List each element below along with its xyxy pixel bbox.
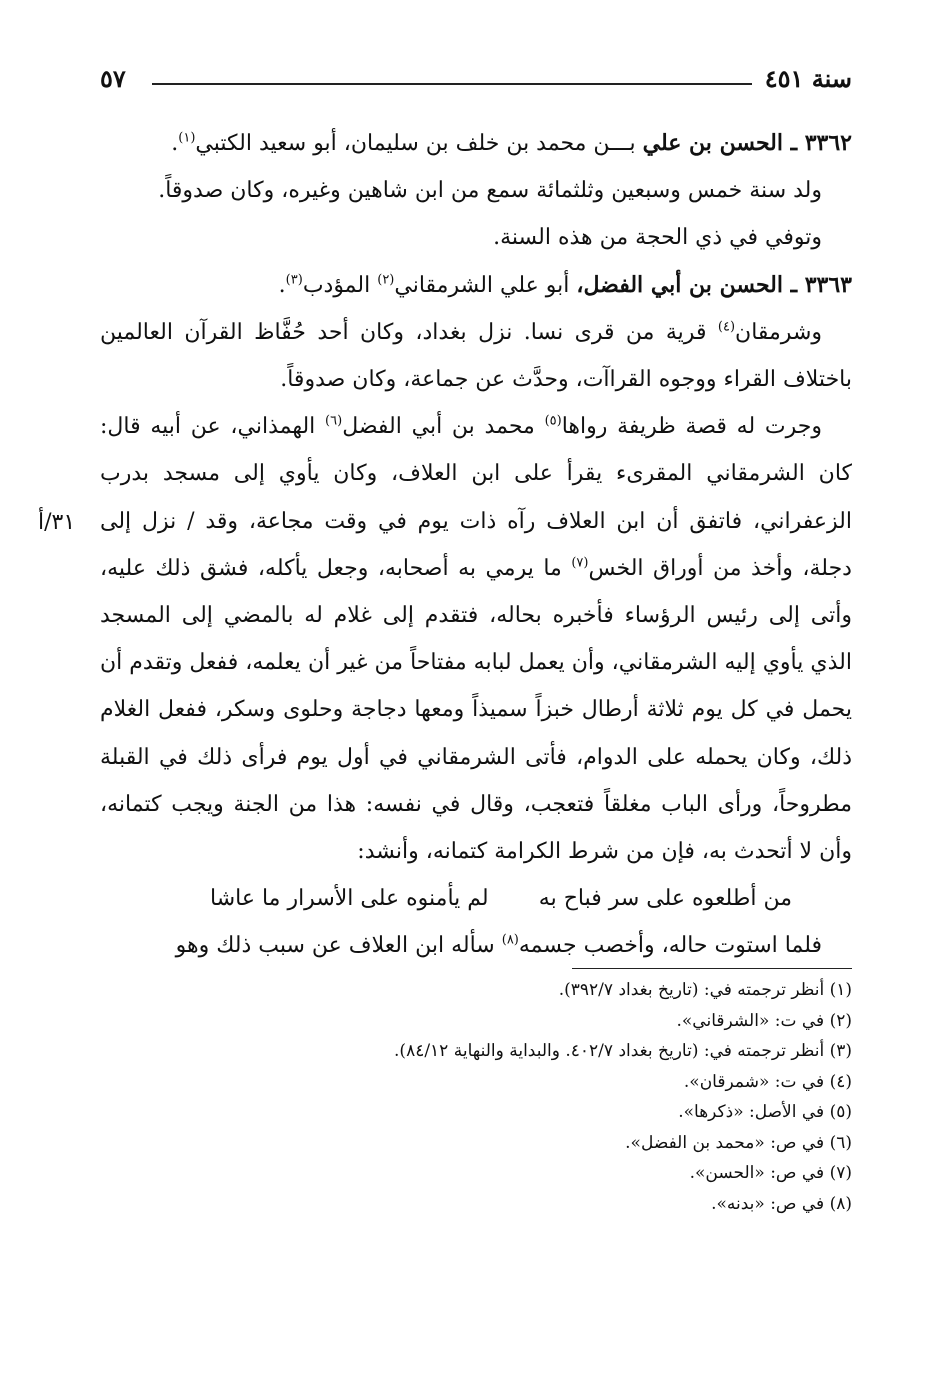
entry-heading-rest: بـــن محمد بن خلف بن سليمان، أبو سعيد الكتبي [195, 131, 636, 156]
footnote-ref-2: (٢) [377, 272, 395, 288]
entry-number-name: ٣٣٦٣ ـ الحسن بن أبي الفضل، [576, 271, 852, 298]
paragraph [100, 922, 852, 969]
entry-heading-rest: أبو علي الشرمقاني [394, 272, 570, 298]
footnote: (٦) في ص: «محمد بن الفضل». [625, 1132, 852, 1153]
verse-line [100, 875, 852, 922]
footnote-ref-7: (٧) [571, 555, 589, 571]
page-number: ٥٧ [100, 64, 126, 93]
footnote-ref-3: (٣) [285, 272, 303, 288]
margin-folio-note: ٣١/أ [38, 510, 76, 535]
footnote: (٨) في ص: «بدنه». [711, 1193, 852, 1214]
footnote-separator [572, 968, 852, 969]
footnote: (٧) في ص: «الحسن». [689, 1163, 852, 1183]
heading-end: . [171, 131, 179, 156]
verse-second-hemistich: لم يأمنوه على الأسرار ما عاشا [210, 886, 489, 912]
text-run: وشرمقان [735, 319, 822, 345]
header-year: سنة ٤٥١ [764, 64, 852, 93]
footnote: (٢) في ت: «الشرقاني». [676, 1010, 852, 1031]
paragraph: وتوفي في ذي الحجة من هذه السنة. [493, 225, 822, 251]
footnotes [100, 975, 852, 1219]
footnote: (١) أنظر ترجمته في: (تاريخ بغداد ٣٩٢/٧). [558, 980, 852, 1000]
text-run: ما يرمي به أصحابه، وجعل يأكله، فشق ذلك عليه، وأتى إلى رئيس الرؤساء فأخبره بحاله، فتقدم إلى غلام له بالمضي إلى المسجد الذي يأوي إليه الشرمقاني، وأن يعمل لبابه مفتاحاً من غير أن يعلمه، ففعل وتقدم أن يحمل في كل يوم ثلاثة أرطال خبزاً سميذاً ومعها دجاجة وحلوى وسكر، ففعل الغلام ذلك، وكان يحمله على الدوام، فأتى الشرمقاني في أول يوم فرأى ذلك في القبلة مطروحاً، ورأى الباب مغلقاً فتعجب، وقال في نفسه: هذا من الجنة ويجب كتمانه، وأن لا أتحدث به، فإن من شرط الكرامة كتمانه، وأنشد: [100, 555, 852, 865]
paragraph: ولد سنة خمس وسبعين وثلثمائة سمع من ابن شاهين وغيره، وكان صدوقاً. [158, 178, 822, 204]
header-rule [152, 83, 752, 85]
footnote: (٥) في الأصل: «ذكرها». [678, 1102, 852, 1122]
text-run: محمد بن أبي الفضل [342, 414, 535, 440]
text-run: قرية من قرى نسا. نزل بغداد، وكان أحد حُفَّاظ القرآن العالمين باختلاف القراء ووجوه القراآت، وحدَّث عن جماعة، وكان صدوقاً. [100, 319, 852, 393]
text-run: وجرت له قصة ظريفة رواها [561, 414, 823, 440]
footnote-ref-1: (١) [178, 130, 196, 146]
verse-first-hemistich: من أطلعوه على سر فباح به [538, 886, 792, 912]
text-run: سأله ابن العلاف عن سبب ذلك وهو [175, 933, 495, 959]
entry-heading-3363 [100, 262, 852, 309]
paragraph [100, 403, 852, 875]
footnote-ref-6: (٦) [325, 413, 343, 429]
footnote: (٣) أنظر ترجمته في: (تاريخ بغداد ٤٠٢/٧. والبداية والنهاية ٨٤/١٢). [394, 1041, 852, 1061]
entry-heading-3362 [100, 120, 852, 167]
footnote: (٤) في ت: «شمرقان». [683, 1071, 852, 1092]
footnote-ref-5: (٥) [544, 413, 562, 429]
main-text [100, 120, 852, 970]
text-run: الهمذاني، عن أبيه قال: كان الشرمقاني المقرىء يقرأ على ابن العلاف، وكان يأوي إلى مسجد بدرب الزعفراني، فاتفق أن ابن العلاف رآه ذات يوم في وقت مجاعة، وقد / نزل إلى دجلة، وأخذ من أوراق الخس [100, 414, 852, 581]
entry-number-name: ٣٣٦٢ ـ الحسن بن علي [642, 130, 852, 156]
running-header [100, 62, 852, 98]
heading-end: . [278, 272, 286, 298]
text-run: فلما استوت حاله، وأخصب جسمه [518, 933, 822, 959]
footnote-ref-8: (٨) [501, 933, 519, 949]
paragraph [100, 309, 852, 403]
footnote-ref-4: (٤) [717, 319, 736, 335]
entry-heading-title: المؤدب [302, 272, 371, 298]
